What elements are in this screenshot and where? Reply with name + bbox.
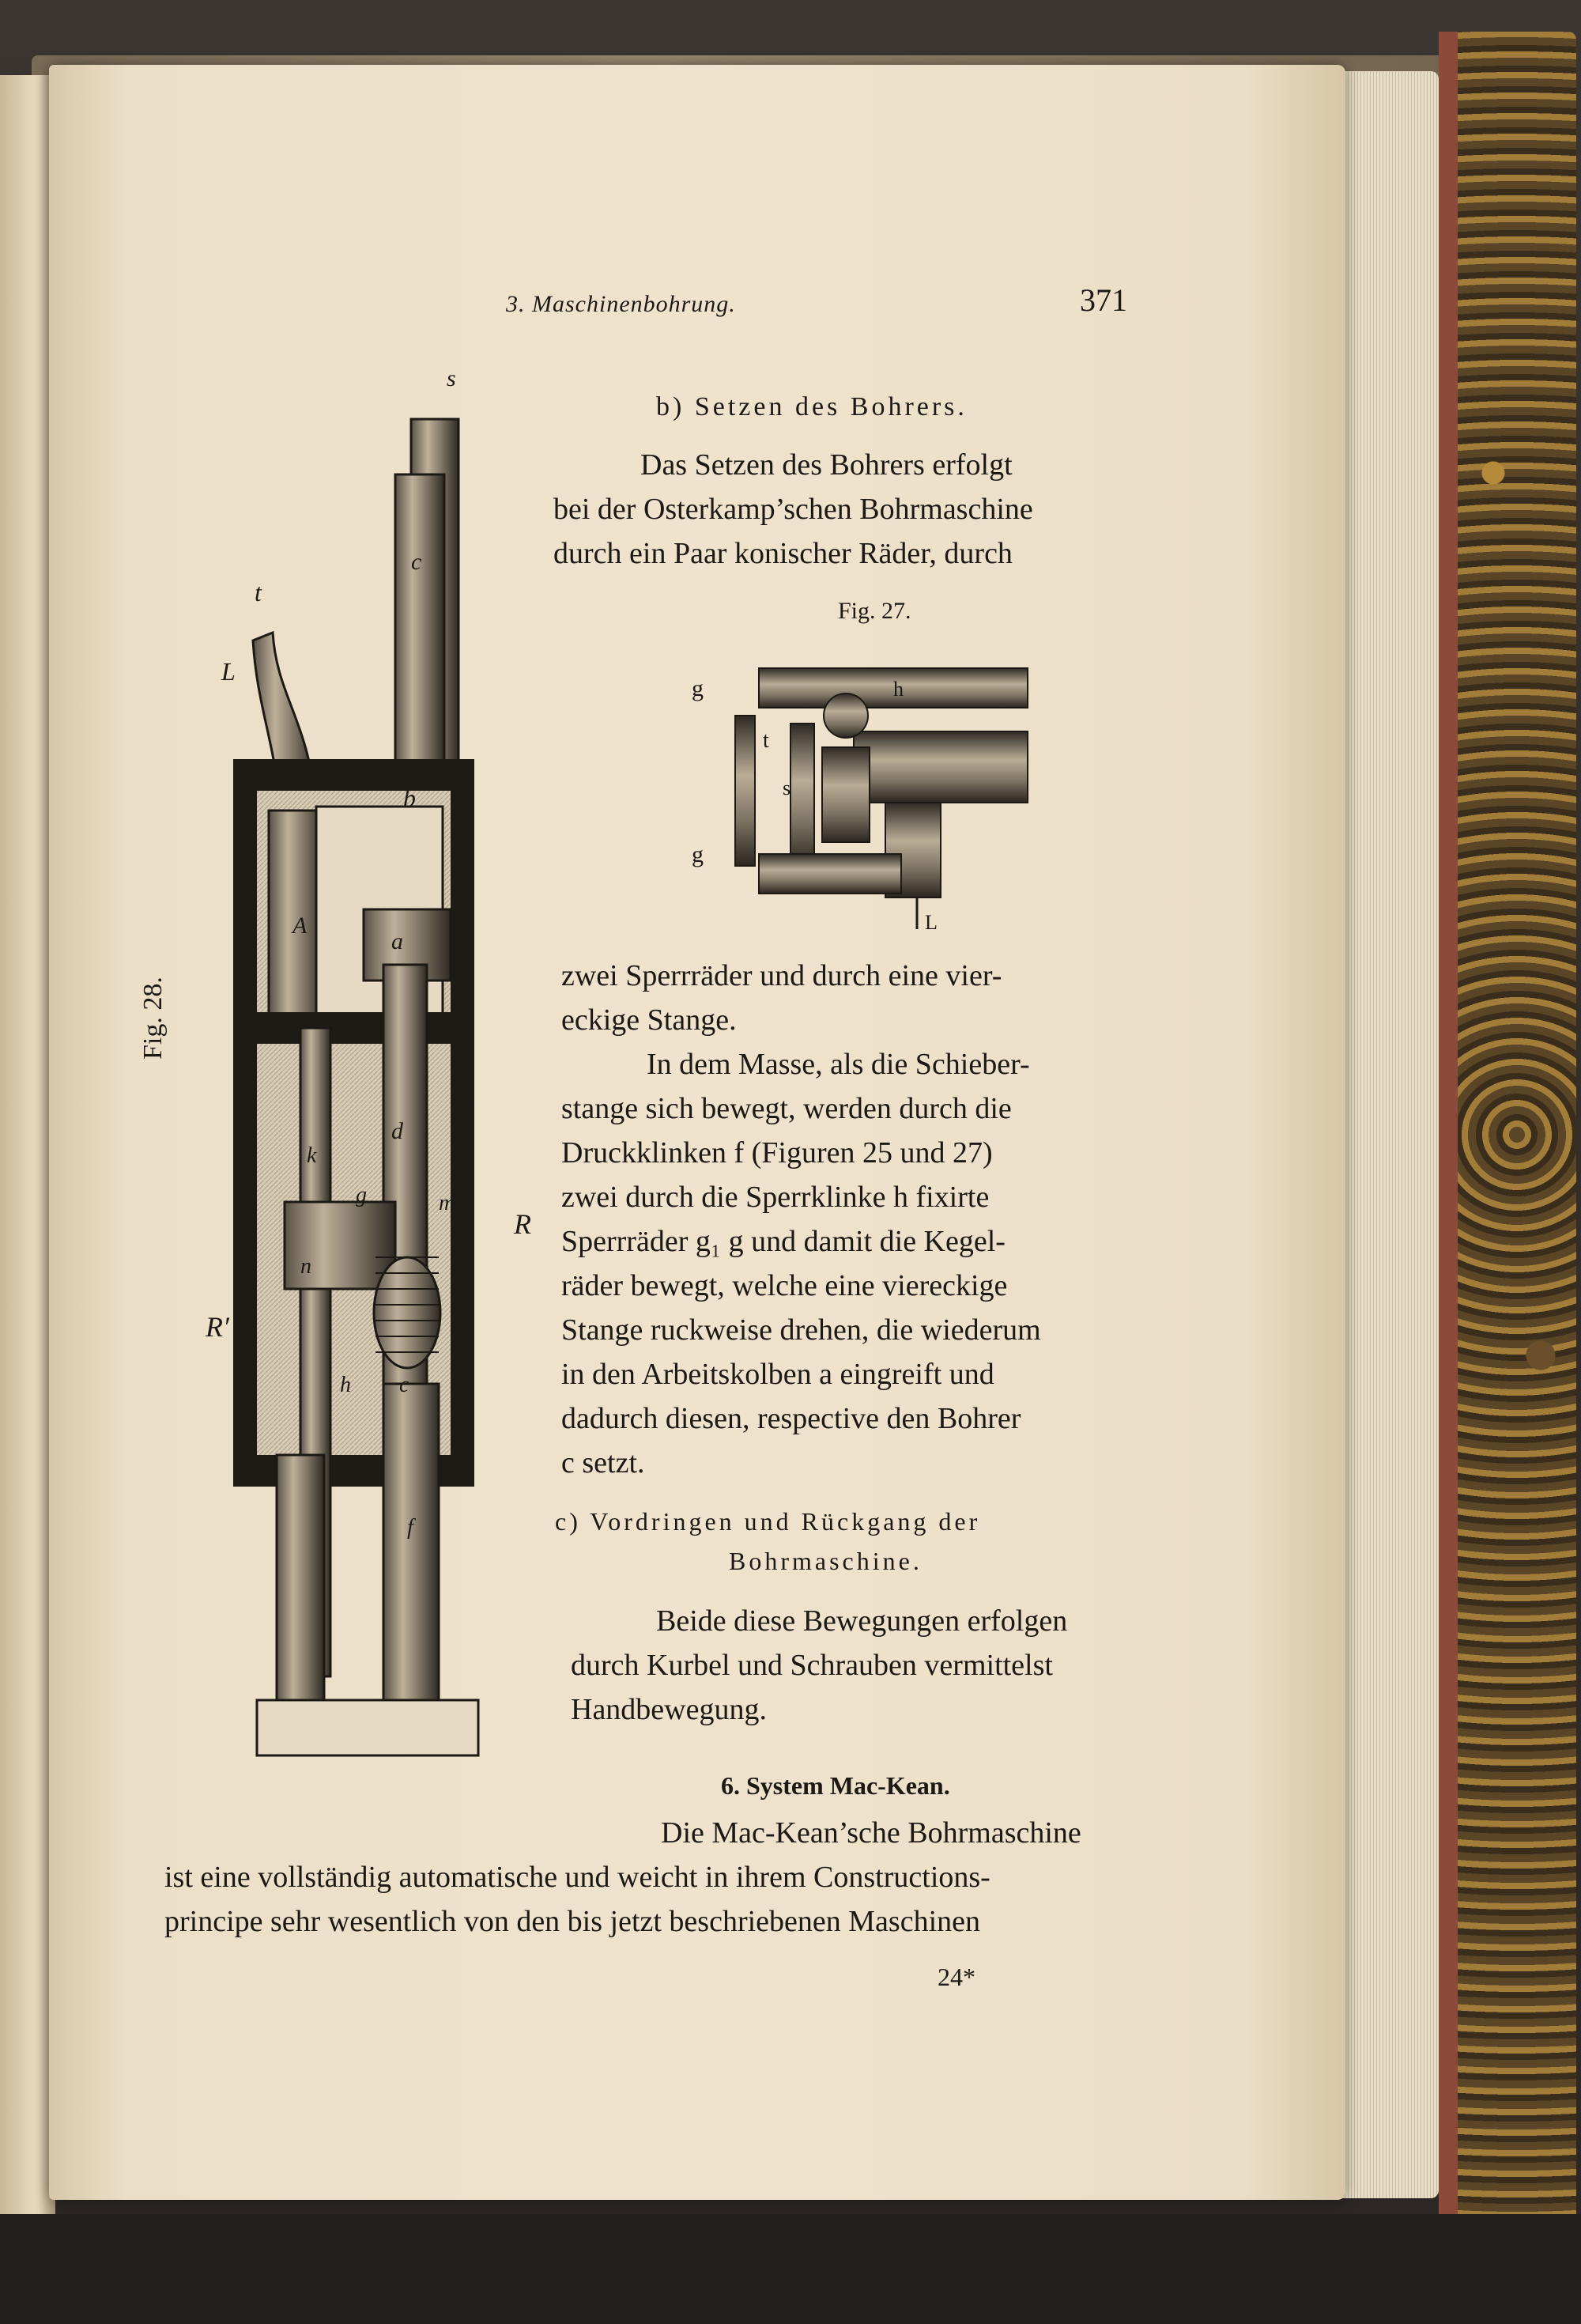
- text-line: bei der Osterkamp’schen Bohrmaschine: [553, 493, 1033, 526]
- fig27-label-t: t: [763, 728, 769, 753]
- table-shadow: [0, 2214, 1581, 2324]
- fig27-label-h: h: [893, 678, 904, 701]
- fig28-label-g: g: [356, 1183, 367, 1207]
- fig27-label-L: L: [925, 911, 938, 934]
- text-line: Stange ruckweise drehen, die wiederum: [561, 1313, 1041, 1347]
- fig28-label-a: a: [391, 928, 403, 954]
- text-line: principe sehr wesentlich von den bis jetzt beschriebenen Maschinen: [164, 1905, 980, 1938]
- text-line: Druckklinken f (Figuren 25 und 27): [561, 1136, 993, 1170]
- text-line: zwei durch die Sperrklinke h fixirte: [561, 1181, 990, 1214]
- fig28-label-R: R: [514, 1208, 531, 1240]
- page-number: 371: [1080, 282, 1127, 318]
- text-line: ist eine vollständig automatische und weicht in ihrem Constructions-: [164, 1861, 990, 1894]
- fig28-label-f: f: [407, 1515, 413, 1540]
- fig28-label-h: h: [340, 1373, 351, 1397]
- text-line: eckige Stange.: [561, 1003, 737, 1037]
- fig28-label-c-top: c: [411, 549, 422, 575]
- figure-27-caption: Fig. 27.: [838, 598, 911, 624]
- fig27-label-s: s: [783, 777, 791, 799]
- text-line: durch ein Paar konischer Räder, durch: [553, 537, 1013, 570]
- section-6-heading: 6. System Mac-Kean.: [721, 1771, 950, 1800]
- fig28-label-A: A: [292, 913, 308, 939]
- text-line: Handbewegung.: [571, 1693, 767, 1726]
- text-line: dadurch diesen, respective den Bohrer: [561, 1402, 1021, 1435]
- text-line: Beide diese Bewegungen erfolgen: [656, 1604, 1068, 1638]
- fig28-label-t: t: [255, 578, 262, 607]
- fig28-label-L: L: [221, 657, 236, 686]
- fig28-label-b: b: [403, 784, 416, 812]
- text-line: In dem Masse, als die Schieber-: [647, 1048, 1030, 1081]
- fig28-label-s: s: [447, 365, 456, 391]
- printer-signature: 24*: [938, 1963, 975, 1991]
- text-line: Die Mac-Kean’sche Bohrmaschine: [661, 1816, 1081, 1850]
- gutter-shadow: [0, 75, 55, 2234]
- fig28-label-c-bottom: c: [399, 1373, 409, 1397]
- fig27-label-g-top: g: [692, 675, 704, 701]
- page-stack-edges: [1336, 71, 1439, 2198]
- fig28-label-R-prime: R′: [206, 1311, 229, 1343]
- figure-28-caption: Fig. 28.: [138, 977, 168, 1060]
- text-line: durch Kurbel und Schrauben vermittelst: [571, 1649, 1053, 1682]
- fig28-label-k: k: [307, 1143, 317, 1168]
- fig27-label-g-bottom: g: [692, 841, 704, 867]
- fig28-label-n: n: [300, 1254, 311, 1279]
- section-b-heading: b) Setzen des Bohrers.: [656, 392, 968, 421]
- figure-27-ratchet-gear: [656, 637, 1051, 937]
- fig28-label-m: m: [439, 1191, 455, 1215]
- text-line: c setzt.: [561, 1446, 645, 1479]
- fig28-label-d: d: [391, 1118, 403, 1144]
- text-line: Das Setzen des Bohrers erfolgt: [640, 448, 1013, 482]
- text-line: räder bewegt, welche eine viereckige: [561, 1269, 1008, 1302]
- text-line: zwei Sperrräder und durch eine vier-: [561, 959, 1002, 992]
- text-line: stange sich bewegt, werden durch die: [561, 1092, 1012, 1125]
- text-line: in den Arbeitskolben a eingreift und: [561, 1358, 994, 1391]
- section-c-heading-continued: Bohrmaschine.: [729, 1547, 923, 1575]
- figure-28-drill-section: [198, 364, 569, 1803]
- section-c-heading: c) Vordringen und Rückgang der: [555, 1507, 981, 1536]
- marbled-book-cover: [1439, 32, 1576, 2238]
- text-line: Sperrräder g₁ g und damit die Kegel-: [561, 1225, 1006, 1258]
- running-head: 3. Maschinenbohrung.: [506, 291, 736, 317]
